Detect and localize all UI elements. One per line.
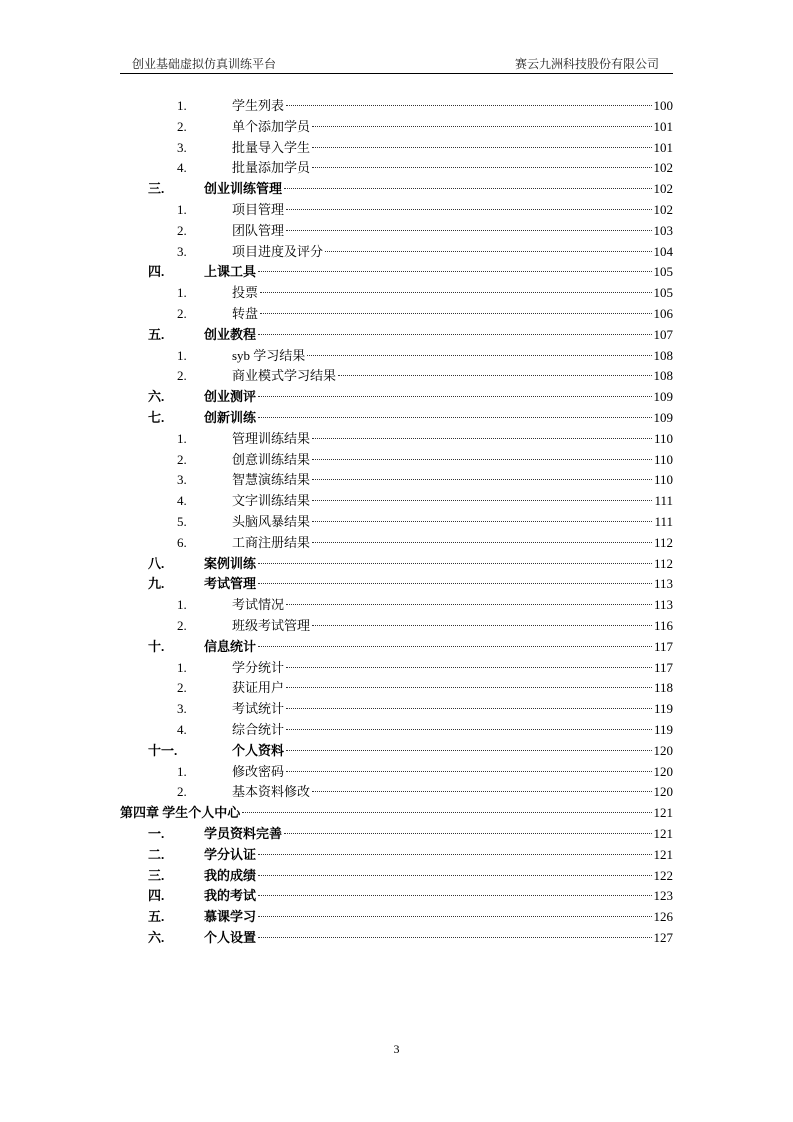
dot-leader [258,646,652,647]
dot-leader [258,334,651,335]
toc-entry-title[interactable]: 批量添加学员 [232,160,311,176]
toc-entry[interactable] [148,387,673,407]
toc-entry-title[interactable]: 工商注册结果 [232,534,311,550]
header-divider [120,73,673,74]
dot-leader [286,230,651,231]
toc-entry-number: 3. [177,701,187,717]
dot-leader [312,542,652,543]
toc-entry-number: 二. [148,846,165,862]
toc-entry-title[interactable]: 学生列表 [232,98,285,113]
toc-entry[interactable] [177,782,673,802]
toc-entry-number: 1. [177,430,187,446]
dot-leader [284,188,651,189]
toc-entry-number: 四. [148,264,165,280]
toc-entry-page: 101 [653,139,673,155]
toc-entry-number: 十一. [148,742,178,758]
toc-entry-title[interactable]: 考试情况 [232,597,285,613]
dot-leader [312,625,652,626]
toc-entry-page: 108 [653,347,673,363]
toc-entry[interactable] [177,762,673,782]
toc-entry-number: 2. [177,306,187,321]
dot-leader [312,791,651,792]
toc-entry-title[interactable]: 班级考试管理 [232,618,311,633]
toc-entry-number: 1. [177,202,187,217]
toc-entry-number: 六. [148,389,165,405]
toc-entry-page: 126 [653,909,673,925]
toc-entry[interactable] [177,221,673,241]
dot-leader [258,875,651,876]
toc-entry-number: 九. [148,576,165,592]
toc-entry-page: 111 [654,493,673,509]
toc-entry-title[interactable]: 单个添加学员 [232,118,311,134]
dot-leader [307,355,651,356]
toc-entry-title[interactable]: 我的成绩 [204,867,257,883]
toc-entry-title[interactable]: 信息统计 [204,638,257,654]
toc-entry[interactable] [177,450,673,470]
toc-entry-number: 1. [177,98,187,113]
toc-entry-number: 3. [177,139,187,155]
toc-entry-page: 107 [653,326,673,342]
header-right-company: 赛云九洲科技股份有限公司 [514,57,659,71]
toc-entry-page: 102 [653,181,673,197]
toc-entry-page: 110 [653,430,673,446]
toc-entry-page: 120 [653,784,673,800]
toc-entry-title[interactable]: 投票 [232,285,259,301]
toc-entry-page: 111 [654,514,673,529]
toc-entry-number: 三. [148,867,165,883]
dot-leader [258,271,651,272]
toc-entry-title[interactable]: 商业模式学习结果 [232,368,337,384]
dot-leader [286,708,652,709]
toc-entry-page: 116 [653,618,673,633]
toc-entry-page: 112 [653,555,673,571]
dot-leader [286,729,652,730]
toc-entry[interactable] [177,658,673,678]
dot-leader [312,500,652,501]
toc-entry[interactable] [148,637,673,657]
dot-leader [258,937,651,938]
toc-entry-number: 六. [148,930,165,945]
toc-entry-number: 一. [148,826,165,841]
dot-leader [258,417,651,418]
toc-entry-page: 113 [653,576,673,592]
toc-entry[interactable] [148,866,673,886]
toc-entry-number: 6. [177,534,187,550]
toc-entry-page: 112 [653,534,673,550]
toc-entry-title[interactable]: 创业测评 [204,389,257,405]
toc-entry[interactable] [148,928,673,948]
dot-leader [312,479,652,480]
toc-entry-title[interactable]: 个人资料 [232,742,285,758]
toc-entry-number: 1. [177,763,187,779]
toc-entry-title[interactable]: 个人设置 [204,930,257,945]
toc-entry-title[interactable]: 案例训练 [204,555,257,571]
dot-leader [258,854,651,855]
toc-entry-number: 五. [148,909,165,925]
toc-entry-page: 127 [653,930,673,945]
toc-entry-page: 100 [653,98,673,113]
toc-entry-page: 110 [653,472,673,488]
toc-entry[interactable] [177,366,673,386]
toc-entry-page: 123 [653,888,673,904]
header-left-title: 创业基础虚拟仿真训练平台 [132,57,277,71]
toc-entry-number: 3. [177,472,187,488]
toc-entry[interactable] [177,491,673,511]
toc-entry-number: 2. [177,451,187,467]
toc-entry-number: 2. [177,368,187,384]
toc-entry[interactable] [177,512,673,532]
dot-leader [312,459,652,460]
toc-entry-number: 五. [148,326,165,342]
toc-entry-title[interactable]: 批量导入学生 [232,139,311,155]
toc-entry-title[interactable]: 我的考试 [204,888,257,904]
dot-leader [258,895,651,896]
toc-entry-number: 十. [148,638,165,654]
toc-entry-page: 120 [653,763,673,779]
dot-leader [284,833,651,834]
toc-entry-page: 102 [653,202,673,217]
dot-leader [258,563,652,564]
toc-entry-title[interactable]: 学分认证 [204,846,257,862]
toc-entry[interactable] [177,699,673,719]
toc-entry-page: 106 [653,306,673,321]
toc-entry-title[interactable]: 获证用户 [232,680,285,696]
toc-entry-number: 三. [148,181,165,197]
toc-entry[interactable] [177,200,673,220]
toc-entry-title[interactable]: 综合统计 [232,722,285,737]
toc-entry[interactable] [177,470,673,490]
toc-entry-page: 103 [653,222,673,238]
toc-entry-page: 118 [653,680,673,696]
toc-entry-number: 四. [148,888,165,904]
toc-entry-number: 2. [177,784,187,800]
dot-leader [312,521,652,522]
toc-entry-page: 113 [653,597,673,613]
toc-entry-number: 1. [177,659,187,675]
dot-leader [312,438,652,439]
dot-leader [258,583,652,584]
dot-leader [260,313,651,314]
toc-entry-number: 1. [177,597,187,613]
toc-entry-page: 105 [653,264,673,280]
toc-entry-title[interactable]: 上课工具 [204,264,257,280]
toc-entry[interactable] [148,325,673,345]
toc-entry-page: 117 [653,659,673,675]
toc-entry-page: 101 [653,118,673,134]
toc-entry[interactable] [120,803,673,823]
dot-leader [286,105,651,106]
toc-entry-page: 105 [653,285,673,301]
toc-entry-number: 5. [177,514,187,529]
toc-entry[interactable] [148,907,673,927]
dot-leader [260,292,651,293]
dot-leader [258,916,651,917]
toc-entry-page: 104 [653,243,673,259]
toc-entry-number: 4. [177,493,187,509]
dot-leader [286,771,651,772]
toc-entry-title[interactable]: 智慧演练结果 [232,472,311,488]
toc-entry-title[interactable]: 项目进度及评分 [232,243,324,259]
toc-entry[interactable] [148,179,673,199]
toc-entry-page: 109 [653,410,673,425]
toc-entry-page: 121 [653,826,673,841]
dot-leader [325,251,651,252]
toc-entry[interactable] [177,533,673,553]
toc-entry-number: 3. [177,243,187,259]
toc-entry[interactable] [148,574,673,594]
toc-entry-title[interactable]: 学分统计 [232,659,285,675]
toc-entry-number: 4. [177,722,187,737]
toc-entry-number: 2. [177,618,187,633]
toc-entry-page: 102 [653,160,673,176]
toc-entry-title[interactable]: 学员资料完善 [204,826,283,841]
toc-entry[interactable] [148,554,673,574]
toc-entry-title[interactable]: 创业训练管理 [204,181,283,197]
toc-entry-title[interactable]: 第四章 学生个人中心 [120,805,241,821]
toc-entry-page: 109 [653,389,673,405]
dot-leader [338,375,651,376]
toc-entry-title[interactable]: 基本资料修改 [232,784,311,800]
toc-entry-page: 122 [653,867,673,883]
toc-entry[interactable] [148,845,673,865]
dot-leader [258,396,651,397]
toc-entry-page: 121 [653,846,673,862]
page-number: 3 [393,1042,400,1056]
toc-entry-title[interactable]: 慕课学习 [204,909,257,925]
toc-entry[interactable] [148,408,673,428]
toc-entry-title[interactable]: 文字训练结果 [232,493,311,509]
toc-entry-title[interactable]: syb 学习结果 [232,347,306,363]
toc-entry-number: 2. [177,680,187,696]
toc-entry-page: 121 [653,805,673,821]
toc-entry-page: 119 [653,701,673,717]
toc-entry-number: 2. [177,222,187,238]
toc-entry-page: 108 [653,368,673,384]
toc-entry-number: 七. [148,410,165,425]
toc-entry[interactable] [148,886,673,906]
toc-entry-number: 八. [148,555,165,571]
toc-entry-title[interactable]: 创意训练结果 [232,451,311,467]
dot-leader [286,209,651,210]
toc-entry-title[interactable]: 项目管理 [232,202,285,217]
toc-entry-title[interactable]: 转盘 [232,306,259,321]
dot-leader [312,147,651,148]
dot-leader [286,667,652,668]
toc-entry[interactable] [177,242,673,262]
dot-leader [312,167,651,168]
toc-entry-title[interactable]: 管理训练结果 [232,430,311,446]
toc-entry-title[interactable]: 团队管理 [232,222,285,238]
toc-entry-title[interactable]: 头脑风暴结果 [232,514,311,529]
toc-entry[interactable] [177,283,673,303]
toc-entry-page: 117 [653,638,673,654]
toc-entry[interactable] [177,304,673,324]
toc-entry-title[interactable]: 创业教程 [204,326,257,342]
toc-entry[interactable] [177,346,673,366]
dot-leader [286,750,651,751]
toc-entry-page: 120 [653,742,673,758]
toc-entry-number: 1. [177,347,187,363]
toc-entry-page: 110 [653,451,673,467]
dot-leader [286,604,652,605]
toc-entry[interactable] [177,117,673,137]
toc-entry[interactable] [177,720,673,740]
toc-entry-title[interactable]: 考试统计 [232,701,285,717]
toc-entry[interactable] [148,741,673,761]
toc-entry-number: 2. [177,118,187,134]
toc-entry[interactable] [148,824,673,844]
toc-entry-page: 119 [653,722,673,737]
toc-entry-title[interactable]: 创新训练 [204,410,257,425]
toc-entry[interactable] [177,678,673,698]
dot-leader [286,687,652,688]
toc-entry[interactable] [177,158,673,178]
toc-entry-number: 1. [177,285,187,301]
toc-entry[interactable] [177,96,673,116]
toc-entry-number: 4. [177,160,187,176]
toc-entry[interactable] [177,616,673,636]
toc-entry[interactable] [148,262,673,282]
dot-leader [312,126,651,127]
dot-leader [242,812,651,813]
toc-entry-title[interactable]: 修改密码 [232,763,285,779]
toc-entry[interactable] [177,595,673,615]
toc-entry[interactable] [177,429,673,449]
toc-entry[interactable] [177,138,673,158]
toc-entry-title[interactable]: 考试管理 [204,576,257,592]
